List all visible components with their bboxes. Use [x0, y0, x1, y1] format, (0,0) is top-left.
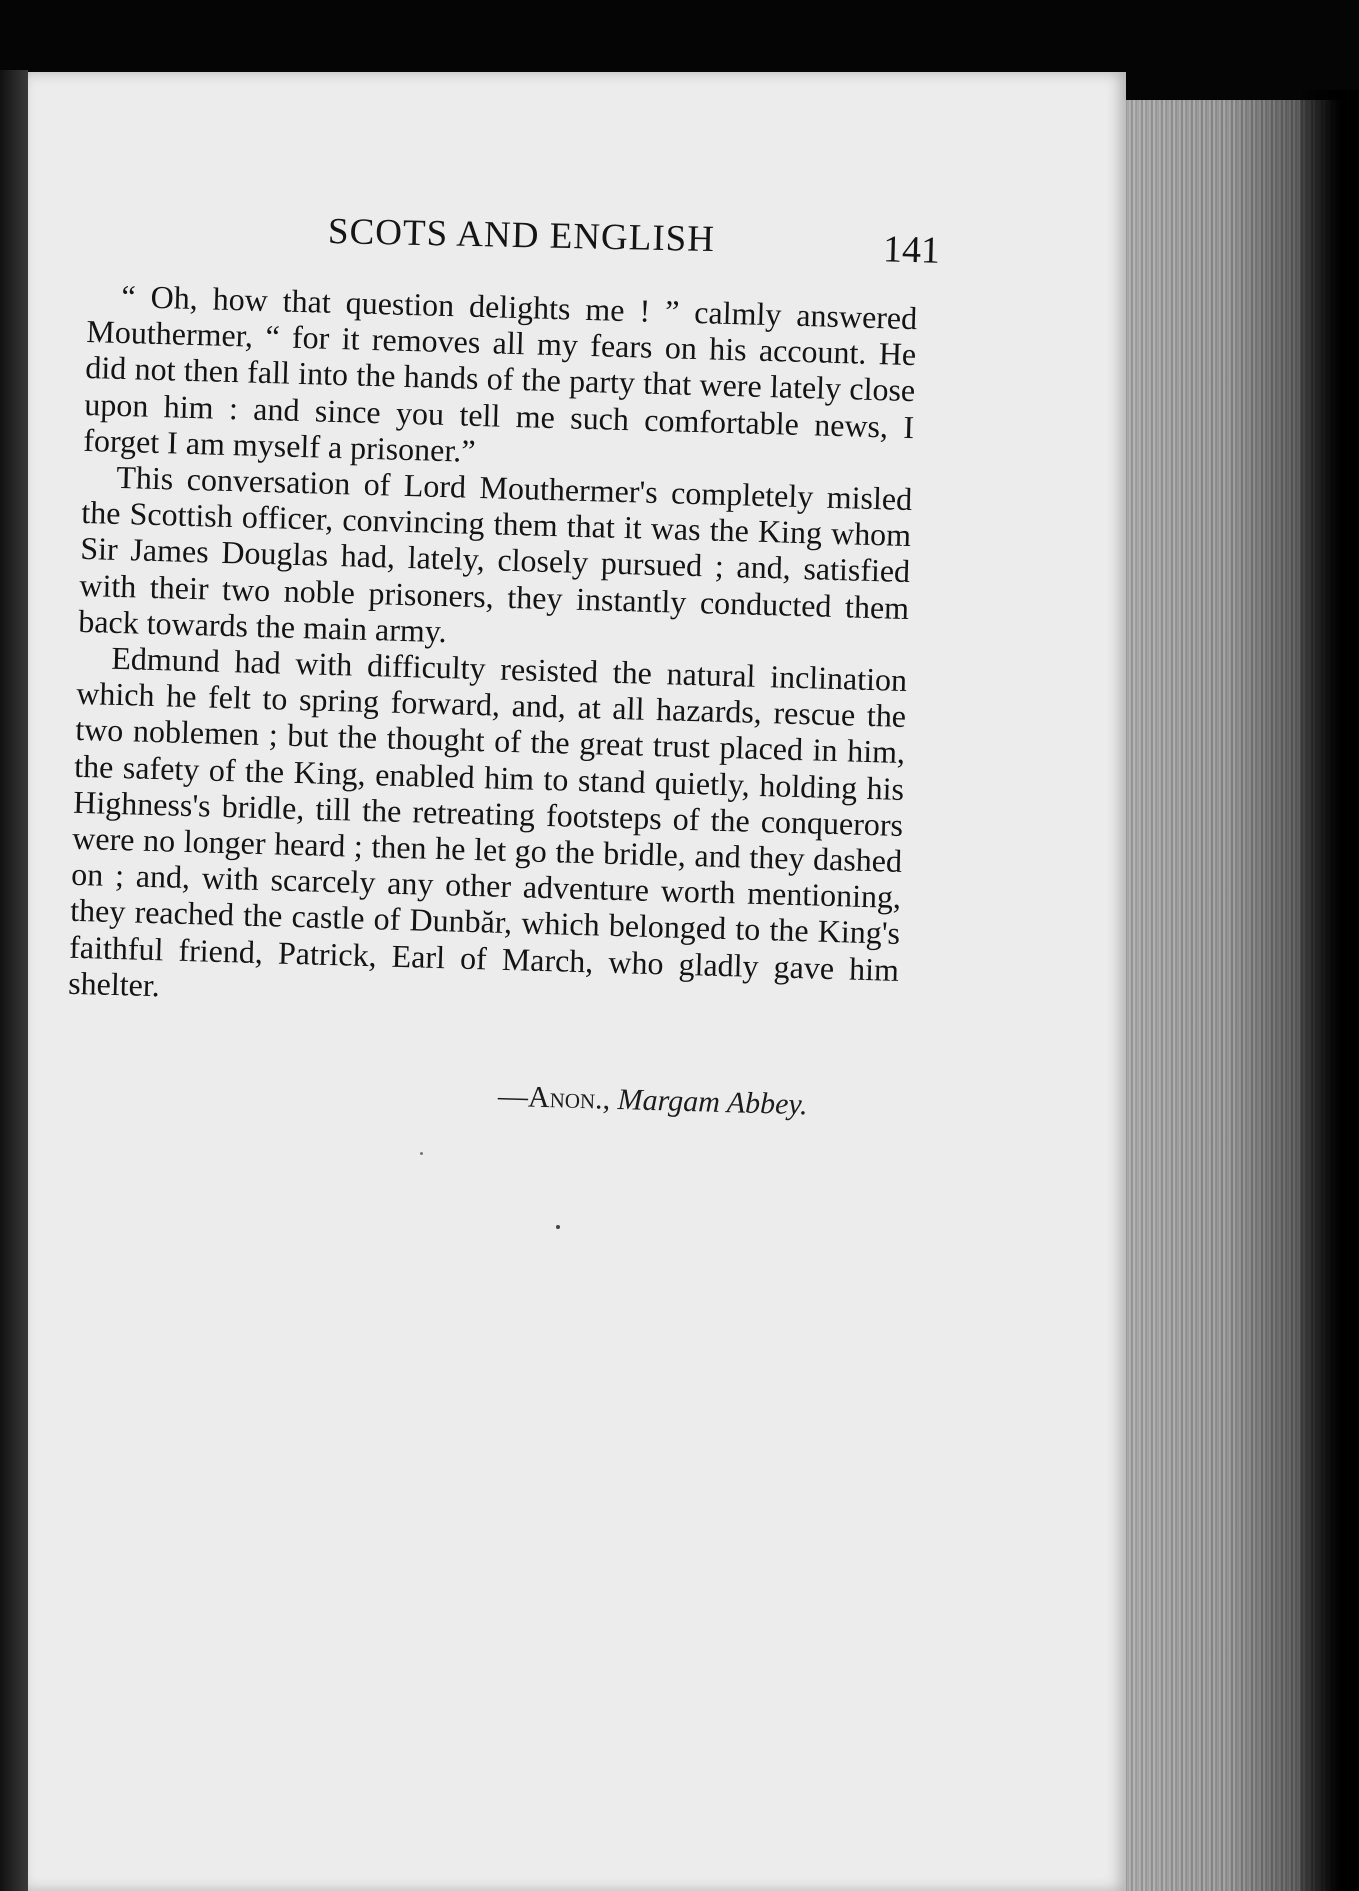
left-book-edge	[0, 70, 28, 1891]
page-header	[328, 210, 1128, 280]
attribution-dash: —	[497, 1079, 529, 1114]
book-page	[28, 72, 1126, 1891]
page-number: 141	[882, 228, 941, 272]
dust-speck	[556, 1225, 560, 1229]
body-text	[68, 277, 918, 1024]
paragraph-3: Edmund had with difficulty resisted the natural inclination which he felt to spring forward, and, at all hazards, rescue the two noblemen ; but the thought of the great trust placed in him, the safety of the King, enabled him to stand quietly, holding his Highness's bridle, till the retreating footsteps of the conquerors were no longer heard ; then he let go the bridle, and they dashed on ; and, with scarcely any other adventure worth mentioning, they reached the castle of Dunbăr, which belonged to the King's faithful friend, Patrick, Earl of March, who gladly gave him shelter.	[67, 639, 908, 1004]
attribution-work: Margam Abbey.	[617, 1083, 809, 1122]
paragraph-1: “ Oh, how that question delights me ! ” calmly answered Mouthermer, “ for it removes all my fears on his account. He did not then fall into the hands of the party that were lately close upon him : and since you tell me such comfortable news, I forget I am myself a prisoner.”	[82, 277, 918, 469]
running-title: SCOTS AND ENGLISH	[327, 211, 716, 261]
right-shadow	[1300, 90, 1359, 1891]
attribution-separator: ,	[602, 1082, 619, 1117]
dust-speck	[420, 1152, 423, 1155]
attribution-author: Anon.	[527, 1080, 604, 1116]
paragraph-2: This conversation of Lord Mouthermer's completely misled the Scottish officer, convincing them that it was the King whom Sir James Douglas had, lately, closely pursued ; and, satisfied with their two noble prisoners, they instantly conducted them back towards the main army.	[77, 458, 913, 649]
attribution	[498, 1080, 808, 1123]
